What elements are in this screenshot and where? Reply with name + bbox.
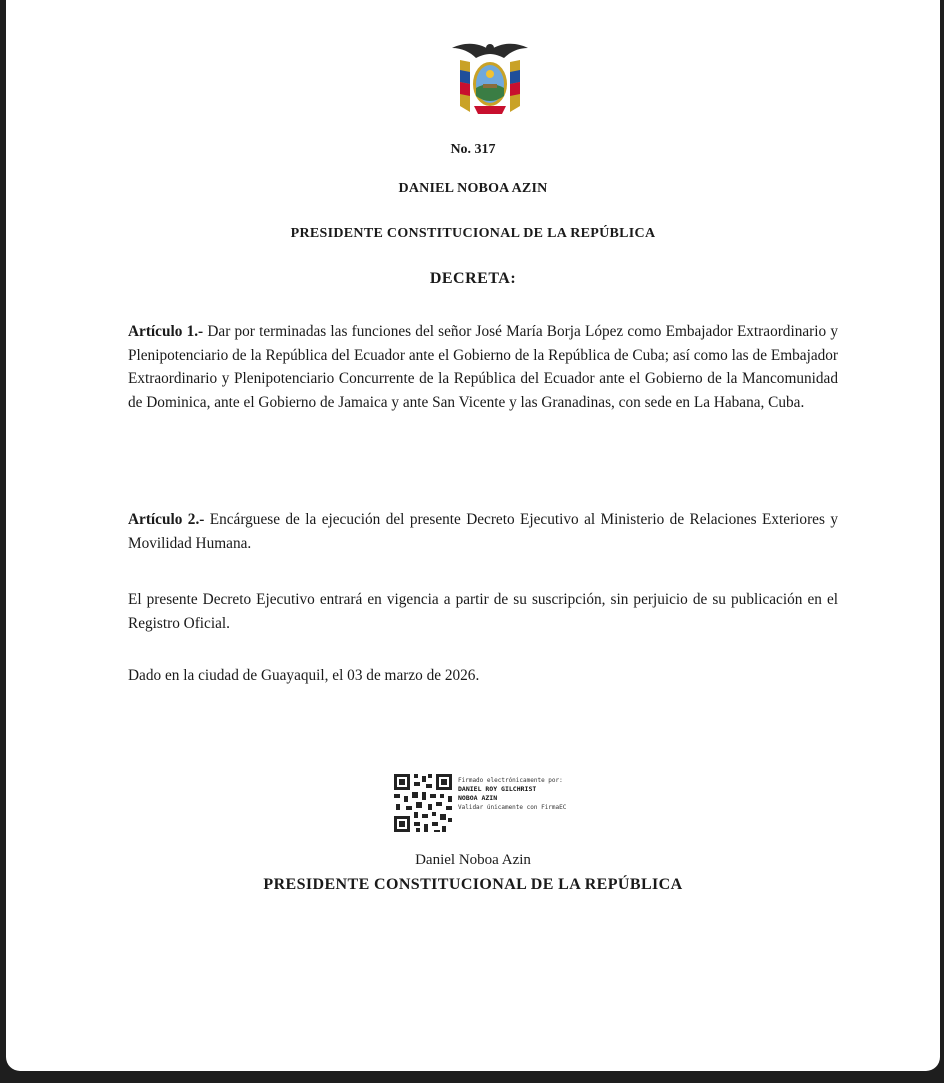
footer-signer-name: Daniel Noboa Azin — [415, 852, 531, 868]
article-2-label: Artículo 2.- — [128, 511, 205, 528]
signer-name: DANIEL NOBOA AZIN — [398, 181, 548, 196]
decree-heading: DECRETA: — [429, 270, 517, 287]
signature-name-line-1: DANIEL ROY GILCHRIST — [458, 785, 537, 793]
article-2 — [128, 508, 838, 555]
signature-validation-note: Validar únicamente con FirmaEC — [458, 804, 567, 811]
article-1-label: Artículo 1.- — [128, 323, 204, 340]
dado-paragraph: Dado en la ciudad de Guayaquil, el 03 de marzo de 2026. — [128, 667, 480, 684]
article-1-text: Dar por terminadas las funciones del señor José María Borja López como Embajador Extraordinario y Plenipotenciario de la República del Ecuador ante el Gobierno de la República de Cuba; así como las de Embajador Extraordinario y Plenipotenciario Concurrente de la República del Ecuador ante el Gobierno de la Mancomunidad de Dominica, ante el Gobierno de Jamaica y ante San Vicente y las Granadinas, con sede en La Habana, Cuba. — [128, 323, 838, 411]
signature-name-line-2: NOBOA AZIN — [458, 794, 498, 802]
ecuador-coat-of-arms-icon — [450, 36, 530, 120]
decree-page — [6, 0, 940, 1071]
signer-title: PRESIDENTE CONSTITUCIONAL DE LA REPÚBLICA — [290, 226, 656, 241]
signature-caption: Firmado electrónicamente por: — [458, 777, 563, 784]
article-2-text: Encárguese de la ejecución del presente Decreto Ejecutivo al Ministerio de Relaciones Exteriores y Movilidad Humana. — [128, 511, 838, 552]
footer-signer-title: PRESIDENTE CONSTITUCIONAL DE LA REPÚBLICA — [263, 876, 683, 893]
vigencia-paragraph: El presente Decreto Ejecutivo entrará en vigencia a partir de su suscripción, sin perjuicio de su publicación en el Registro Oficial. — [128, 591, 838, 632]
decree-number: No. 317 — [450, 142, 496, 157]
electronic-signature — [392, 772, 592, 836]
article-1 — [128, 320, 838, 414]
qr-code-icon — [392, 772, 454, 834]
